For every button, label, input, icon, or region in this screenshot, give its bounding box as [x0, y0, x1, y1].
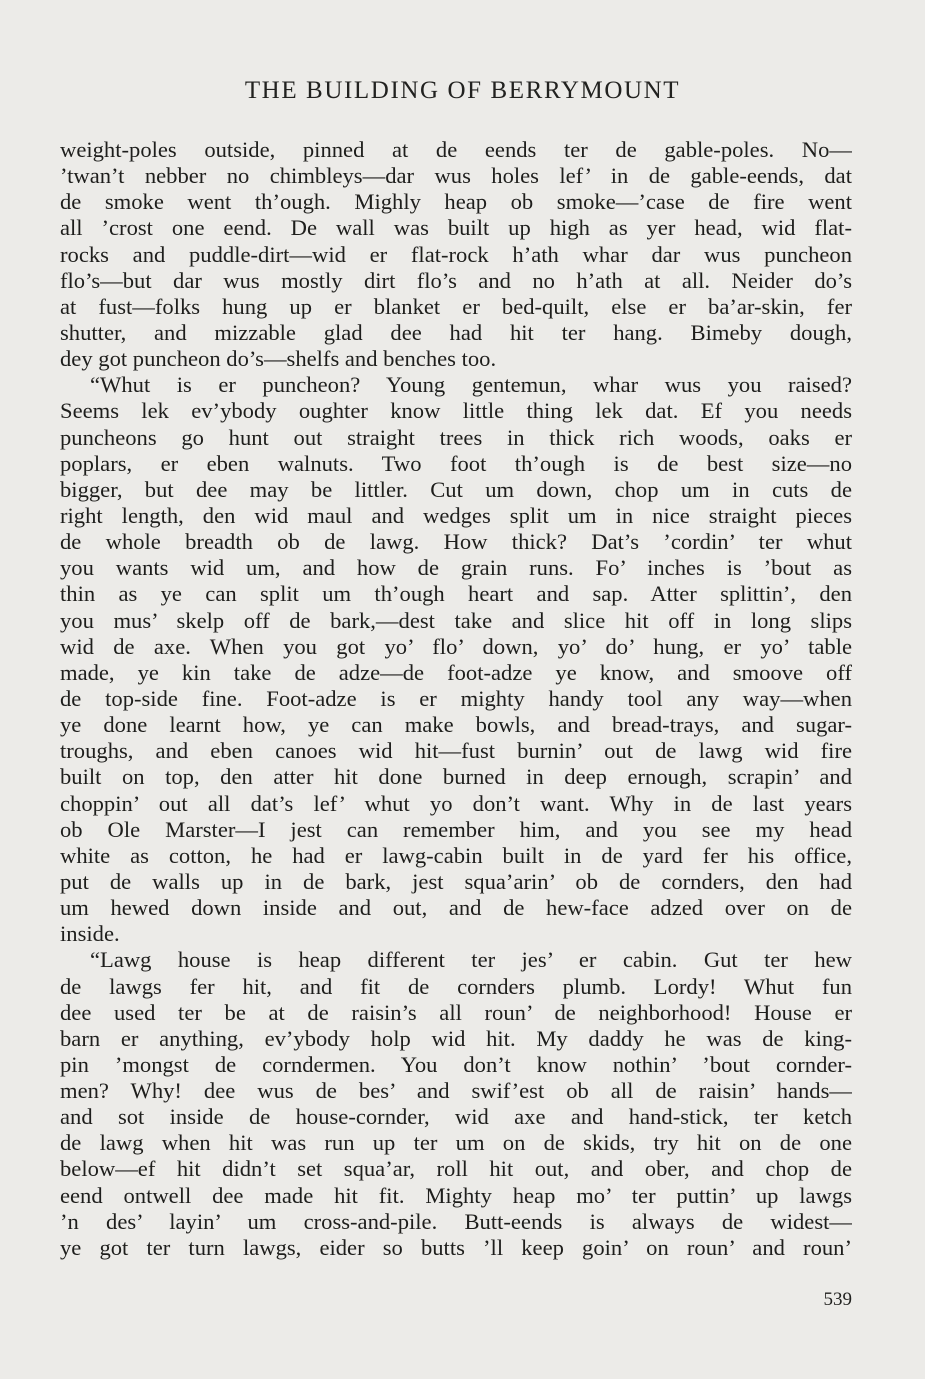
- body-text: [60, 137, 852, 1261]
- text-line: built on top, den atter hit done burned in deep ernough, scrapin’ and: [60, 764, 852, 790]
- text-line: you wants wid um, and how de grain runs. Fo’ inches is ’bout as: [60, 555, 852, 581]
- text-line: you mus’ skelp off de bark,—dest take and slice hit off in long slips: [60, 607, 852, 633]
- text-line: “Lawg house is heap different ter jes’ er cabin. Gut ter hew: [90, 947, 852, 973]
- text-line: ob Ole Marster—I jest can remember him, and you see my head: [60, 816, 852, 842]
- text-line: ye done learnt how, ye can make bowls, and bread-trays, and sugar-: [60, 712, 852, 738]
- text-line: pin ’mongst de corndermen. You don’t know nothin’ ’bout cornder-: [60, 1051, 852, 1077]
- text-line: at fust—folks hung up er blanket er bed-quilt, else er ba’ar-skin, fer: [60, 293, 852, 319]
- text-line: made, ye kin take de adze—de foot-adze ye know, and smoove off: [60, 659, 852, 685]
- text-line: eend ontwell dee made hit fit. Mighty heap mo’ ter puttin’ up lawgs: [60, 1182, 852, 1208]
- text-line: de lawg when hit was run up ter um on de skids, try hit on de one: [60, 1130, 852, 1156]
- text-line: ’twan’t nebber no chimbleys—dar wus holes lef’ in de gable-eends, dat: [60, 163, 852, 189]
- text-line: flo’s—but dar wus mostly dirt flo’s and no h’ath at all. Neider do’s: [60, 267, 852, 293]
- page-number: 539: [823, 1289, 852, 1310]
- text-line: weight-poles outside, pinned at de eends ter de gable-poles. No—: [60, 137, 852, 162]
- text-line: ye got ter turn lawgs, eider so butts ’ll keep goin’ on roun’ and roun’: [60, 1234, 852, 1260]
- text-line: de lawgs fer hit, and fit de cornders plumb. Lordy! Whut fun: [60, 973, 852, 999]
- text-line: below—ef hit didn’t set squa’ar, roll hit out, and ober, and chop de: [60, 1156, 852, 1182]
- text-line: and sot inside de house-cornder, wid axe and hand-stick, ter ketch: [60, 1104, 852, 1130]
- text-line: dey got puncheon do’s—shelfs and benches too.: [60, 346, 497, 372]
- running-head: THE BUILDING OF BERRYMOUNT: [244, 77, 681, 104]
- text-line: all ’crost one eend. De wall was built up high as yer head, wid flat-: [60, 215, 852, 241]
- text-line: barn er anything, ev’ybody holp wid hit. My daddy he was de king-: [60, 1025, 852, 1051]
- text-line: ’n des’ layin’ um cross-and-pile. Butt-eends is always de widest—: [60, 1208, 852, 1234]
- text-line: bigger, but dee may be littler. Cut um down, chop um in cuts de: [60, 476, 852, 502]
- text-line: inside.: [60, 921, 120, 947]
- text-line: troughs, and eben canoes wid hit—fust burnin’ out de lawg wid fire: [60, 738, 852, 764]
- text-line: de top-side fine. Foot-adze is er mighty handy tool any way—when: [60, 685, 852, 711]
- text-line: thin as ye can split um th’ough heart and sap. Atter splittin’, den: [60, 581, 852, 607]
- text-line: de smoke went th’ough. Mighly heap ob smoke—’case de fire went: [60, 189, 852, 215]
- text-line: put de walls up in de bark, jest squa’arin’ ob de cornders, den had: [60, 868, 852, 894]
- text-line: choppin’ out all dat’s lef’ whut yo don’t want. Why in de last years: [60, 790, 852, 816]
- text-line: poplars, er eben walnuts. Two foot th’ough is de best size—no: [60, 450, 852, 476]
- text-line: um hewed down inside and out, and de hew-face adzed over on de: [60, 895, 852, 921]
- text-line: “Whut is er puncheon? Young gentemun, whar wus you raised?: [90, 372, 852, 398]
- text-line: Seems lek ev’ybody oughter know little thing lek dat. Ef you needs: [60, 398, 852, 424]
- text-line: shutter, and mizzable glad dee had hit ter hang. Bimeby dough,: [60, 319, 852, 345]
- text-line: right length, den wid maul and wedges split um in nice straight pieces: [60, 502, 852, 528]
- text-line: men? Why! dee wus de bes’ and swif’est ob all de raisin’ hands—: [60, 1078, 852, 1104]
- text-line: rocks and puddle-dirt—wid er flat-rock h’ath whar dar wus puncheon: [60, 241, 852, 267]
- text-line: de whole breadth ob de lawg. How thick? Dat’s ’cordin’ ter whut: [60, 529, 852, 555]
- text-line: puncheons go hunt out straight trees in thick rich woods, oaks er: [60, 424, 852, 450]
- text-line: white as cotton, he had er lawg-cabin built in de yard fer his office,: [60, 842, 852, 868]
- text-line: dee used ter be at de raisin’s all roun’ de neighborhood! House er: [60, 999, 852, 1025]
- text-line: wid de axe. When you got yo’ flo’ down, yo’ do’ hung, er yo’ table: [60, 633, 852, 659]
